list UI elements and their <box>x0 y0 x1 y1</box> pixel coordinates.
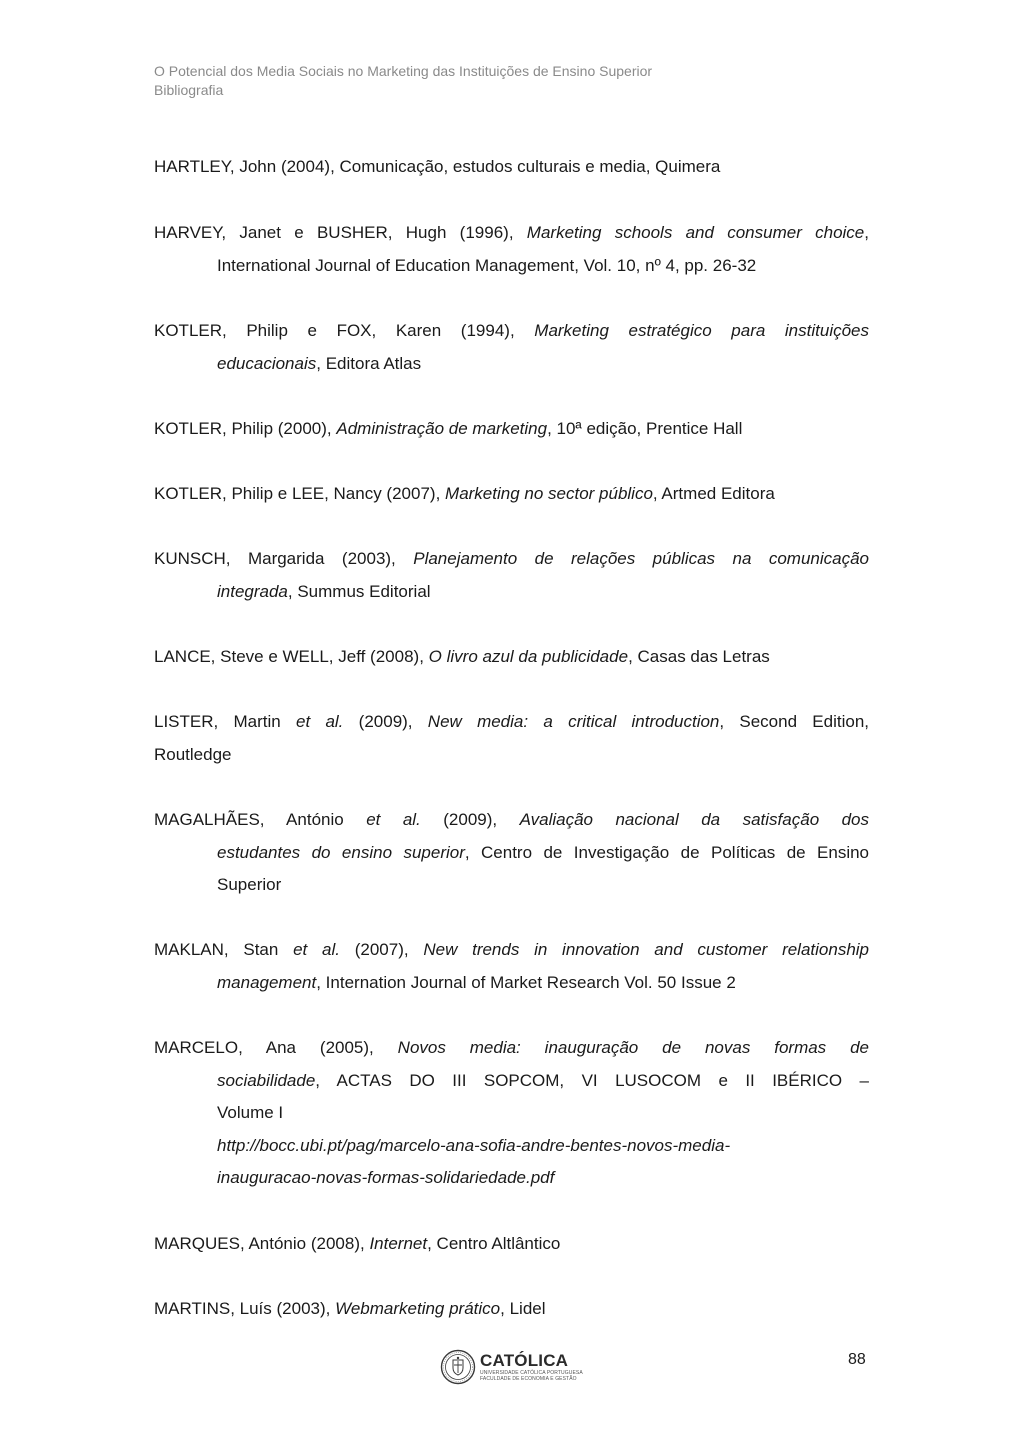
reference-marques-2008 <box>154 1228 869 1261</box>
reference-marcelo-2005 <box>154 1032 869 1195</box>
reference-line-1: KOTLER, Philip (2000), Administração de marketing, 10ª edição, Prentice Hall <box>154 419 743 438</box>
reference-lister-2009 <box>154 706 869 771</box>
reference-line-1: MAKLAN, Stan et al. (2007), New trends in innovation and customer relationship <box>154 940 870 959</box>
reference-kunsch-2003 <box>154 543 869 608</box>
reference-lance-well-2008 <box>154 641 869 674</box>
reference-url-line-2[interactable]: inauguracao-novas-formas-solidariedade.pdf <box>217 1168 555 1188</box>
reference-line-1: MARTINS, Luís (2003), Webmarketing prático, Lidel <box>154 1299 546 1318</box>
reference-line-1: MAGALHÃES, António et al. (2009), Avaliação nacional da satisfação dos <box>154 810 870 829</box>
catolica-logo <box>440 1346 583 1388</box>
reference-line-1: LANCE, Steve e WELL, Jeff (2008), O livro azul da publicidade, Casas das Letras <box>154 647 770 666</box>
reference-kotler-2000 <box>154 413 869 446</box>
reference-kotler-lee-2007 <box>154 478 869 511</box>
reference-magalhaes-2009 <box>154 804 869 902</box>
running-header <box>154 62 652 100</box>
reference-line-1: KUNSCH, Margarida (2003), Planejamento de relações públicas na comunicação <box>154 549 870 568</box>
reference-line-1: KOTLER, Philip e FOX, Karen (1994), Marketing estratégico para instituições <box>154 321 869 340</box>
logo-name: CATÓLICA <box>480 1351 569 1370</box>
reference-text: HARTLEY, John (2004), Comunicação, estudos culturais e media, Quimera <box>154 157 721 176</box>
reference-harvey-1996 <box>154 217 869 282</box>
reference-line-2: management, Internation Journal of Market Research Vol. 50 Issue 2 <box>217 972 736 992</box>
logo-wordmark <box>480 1352 583 1382</box>
page-number: 88 <box>848 1351 866 1368</box>
header-document-title: O Potencial dos Media Sociais no Marketing das Instituições de Ensino Superior <box>154 63 653 79</box>
logo-subtitle-2: FACULDADE DE ECONOMIA E GESTÃO <box>480 1376 577 1382</box>
reference-line-2: Routledge <box>154 744 232 764</box>
reference-martins-2003 <box>154 1293 869 1326</box>
reference-line-3: Superior <box>217 875 282 895</box>
reference-line-2: integrada, Summus Editorial <box>217 581 431 601</box>
reference-url-line-1[interactable]: http://bocc.ubi.pt/pag/marcelo-ana-sofia-andre-bentes-novos-media- <box>217 1135 731 1155</box>
reference-line-1: KOTLER, Philip e LEE, Nancy (2007), Marketing no sector público, Artmed Editora <box>154 484 775 503</box>
reference-maklan-2007 <box>154 934 869 999</box>
reference-line-2: educacionais, Editora Atlas <box>217 353 422 373</box>
reference-line-3: Volume I <box>217 1103 284 1123</box>
reference-line-1: MARCELO, Ana (2005), Novos media: inauguração de novas formas de <box>154 1038 869 1057</box>
header-section-title: Bibliografia <box>154 82 224 98</box>
logo-subtitle-1: UNIVERSIDADE CATÓLICA PORTUGUESA <box>480 1370 583 1376</box>
reference-kotler-fox-1994 <box>154 315 869 380</box>
university-seal-icon <box>440 1349 476 1385</box>
reference-line-2: sociabilidade, ACTAS DO III SOPCOM, VI LUSOCOM e II IBÉRICO – <box>217 1070 869 1090</box>
reference-hartley-2004 <box>154 151 869 184</box>
reference-line-1: MARQUES, António (2008), Internet, Centro Altlântico <box>154 1234 561 1253</box>
reference-line-2: estudantes do ensino superior, Centro de Investigação de Políticas de Ensino <box>217 842 870 862</box>
reference-line-1: LISTER, Martin et al. (2009), New media: a critical introduction, Second Edition, <box>154 712 869 731</box>
reference-line-2: International Journal of Education Management, Vol. 10, nº 4, pp. 26-32 <box>217 255 757 275</box>
reference-line-1: HARVEY, Janet e BUSHER, Hugh (1996), Marketing schools and consumer choice, <box>154 223 869 242</box>
